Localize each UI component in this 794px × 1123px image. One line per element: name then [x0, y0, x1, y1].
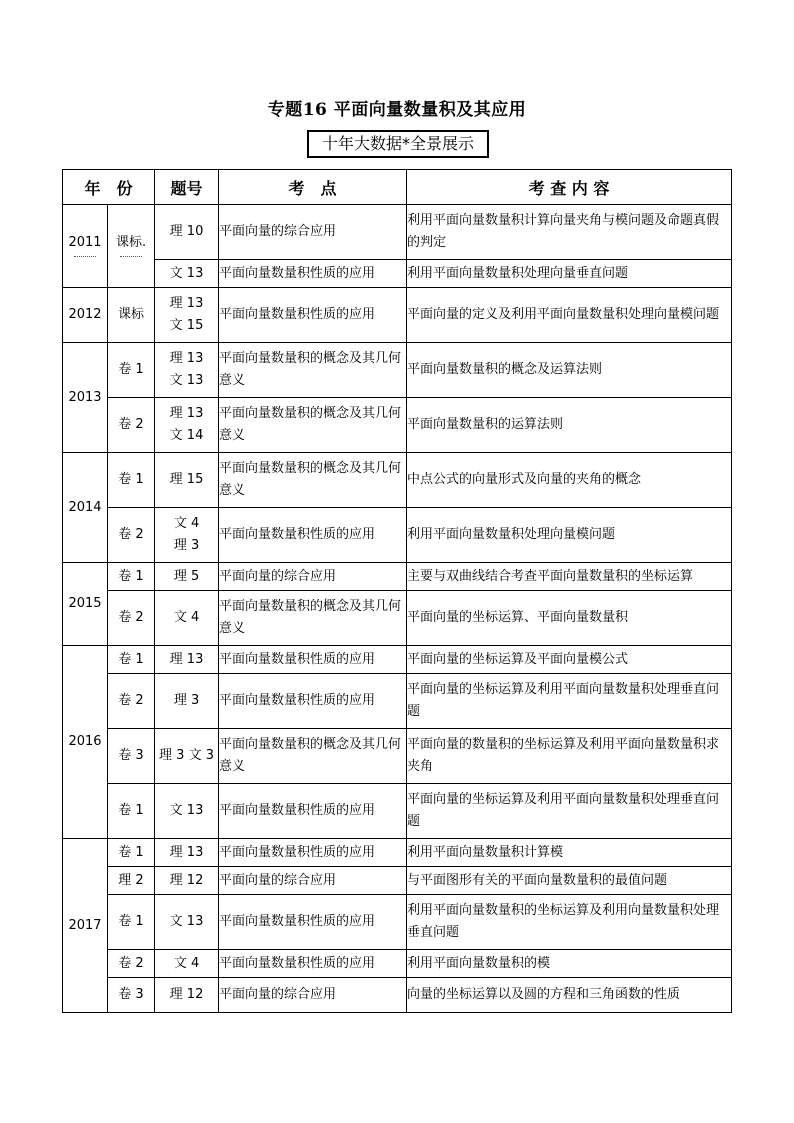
paper-cell: 卷 3	[108, 978, 155, 1013]
table-row	[63, 260, 732, 288]
topic-cell: 平面向量的综合应用	[219, 867, 407, 895]
content-cell: 平面向量的坐标运算及利用平面向量数量积处理垂直问题	[407, 674, 732, 729]
year-cell: 2012	[63, 288, 108, 343]
question-cell: 理 13 文 13	[155, 343, 219, 398]
table-row	[63, 867, 732, 895]
header-question: 题号	[155, 170, 219, 205]
topic-cell: 平面向量数量积的概念及其几何意义	[219, 729, 407, 784]
topic-cell: 平面向量数量积的概念及其几何意义	[219, 343, 407, 398]
question-cell: 文 13	[155, 784, 219, 839]
content-cell: 平面向量的定义及利用平面向量数量积处理向量模问题	[407, 288, 732, 343]
table-row	[63, 674, 732, 729]
question-cell: 理 13 文 15	[155, 288, 219, 343]
question-cell: 理 10	[155, 205, 219, 260]
topic-cell: 平面向量数量积性质的应用	[219, 260, 407, 288]
question-cell: 文 4	[155, 591, 219, 646]
question-cell: 理 15	[155, 453, 219, 508]
content-cell: 利用平面向量数量积的坐标运算及利用向量数量积处理垂直问题	[407, 895, 732, 950]
topic-cell: 平面向量数量积性质的应用	[219, 895, 407, 950]
paper-cell: 卷 1	[108, 895, 155, 950]
question-cell: 理 13	[155, 839, 219, 867]
year-cell: 2017	[63, 839, 108, 1013]
header-topic: 考 点	[219, 170, 407, 205]
question-cell: 理 3	[155, 674, 219, 729]
question-cell: 理 13	[155, 646, 219, 674]
year-cell: 2014	[63, 453, 108, 563]
topic-cell: 平面向量数量积性质的应用	[219, 674, 407, 729]
paper-cell: 卷 1	[108, 563, 155, 591]
table-header-row	[63, 170, 732, 205]
question-cell: 文 4 理 3	[155, 508, 219, 563]
page-title: 专题16 平面向量数量积及其应用	[267, 100, 527, 120]
table-row	[63, 591, 732, 646]
exam-topic-table	[62, 169, 732, 1013]
table-row	[63, 729, 732, 784]
content-cell: 与平面图形有关的平面向量数量积的最值问题	[407, 867, 732, 895]
content-cell: 平面向量的坐标运算、平面向量数量积	[407, 591, 732, 646]
paper-cell: 课标	[108, 288, 155, 343]
content-cell: 平面向量的坐标运算及平面向量模公式	[407, 646, 732, 674]
content-cell: 利用平面向量数量积计算向量夹角与模问题及命题真假的判定	[407, 205, 732, 260]
table-row	[63, 978, 732, 1013]
paper-cell: 卷 2	[108, 950, 155, 978]
topic-cell: 平面向量数量积性质的应用	[219, 784, 407, 839]
content-cell: 平面向量数量积的概念及运算法则	[407, 343, 732, 398]
topic-cell: 平面向量数量积性质的应用	[219, 508, 407, 563]
table-row	[63, 453, 732, 508]
topic-cell: 平面向量数量积性质的应用	[219, 288, 407, 343]
topic-cell: 平面向量数量积的概念及其几何意义	[219, 591, 407, 646]
content-cell: 平面向量数量积的运算法则	[407, 398, 732, 453]
table-row	[63, 205, 732, 260]
content-cell: 利用平面向量数量积的模	[407, 950, 732, 978]
table-row	[63, 343, 732, 398]
paper-cell: 卷 3	[108, 729, 155, 784]
content-cell: 平面向量的数量积的坐标运算及利用平面向量数量积求夹角	[407, 729, 732, 784]
table-row	[63, 646, 732, 674]
year-cell: 2013	[63, 343, 108, 453]
topic-cell: 平面向量数量积性质的应用	[219, 950, 407, 978]
table-row	[63, 895, 732, 950]
content-cell: 中点公式的向量形式及向量的夹角的概念	[407, 453, 732, 508]
paper-cell: 卷 2	[108, 674, 155, 729]
table-row	[63, 950, 732, 978]
question-cell: 理 3 文 3	[155, 729, 219, 784]
table-row	[63, 839, 732, 867]
content-cell: 利用平面向量数量积处理向量垂直问题	[407, 260, 732, 288]
question-cell: 文 4	[155, 950, 219, 978]
question-cell: 理 12	[155, 867, 219, 895]
year-cell: 2016	[63, 646, 108, 839]
paper-cell: 卷 1	[108, 784, 155, 839]
question-cell: 理 12	[155, 978, 219, 1013]
paper-cell: 卷 2	[108, 398, 155, 453]
header-content: 考 查 内 容	[407, 170, 732, 205]
topic-cell: 平面向量的综合应用	[219, 978, 407, 1013]
paper-cell: 卷 1	[108, 646, 155, 674]
table-row	[63, 398, 732, 453]
paper-cell: 课标.	[108, 205, 155, 288]
table-row	[63, 508, 732, 563]
paper-cell: 卷 1	[108, 343, 155, 398]
paper-cell: 卷 1	[108, 839, 155, 867]
table-row	[63, 288, 732, 343]
topic-cell: 平面向量的综合应用	[219, 205, 407, 260]
content-cell: 利用平面向量数量积处理向量模问题	[407, 508, 732, 563]
year-cell: 2015	[63, 563, 108, 646]
topic-cell: 平面向量数量积性质的应用	[219, 839, 407, 867]
question-cell: 理 5	[155, 563, 219, 591]
question-cell: 文 13	[155, 895, 219, 950]
content-cell: 平面向量的坐标运算及利用平面向量数量积处理垂直问题	[407, 784, 732, 839]
paper-cell: 卷 2	[108, 508, 155, 563]
paper-cell: 卷 2	[108, 591, 155, 646]
paper-cell: 卷 1	[108, 453, 155, 508]
content-cell: 利用平面向量数量积计算模	[407, 839, 732, 867]
content-cell: 向量的坐标运算以及圆的方程和三角函数的性质	[407, 978, 732, 1013]
topic-cell: 平面向量数量积的概念及其几何意义	[219, 398, 407, 453]
topic-cell: 平面向量的综合应用	[219, 563, 407, 591]
section-banner: 十年大数据*全景展示	[307, 130, 489, 158]
year-cell: 2011	[63, 205, 108, 288]
table-row	[63, 563, 732, 591]
content-cell: 主要与双曲线结合考查平面向量数量积的坐标运算	[407, 563, 732, 591]
header-year: 年 份	[63, 170, 155, 205]
topic-cell: 平面向量数量积性质的应用	[219, 646, 407, 674]
topic-cell: 平面向量数量积的概念及其几何意义	[219, 453, 407, 508]
paper-cell: 理 2	[108, 867, 155, 895]
table-row	[63, 784, 732, 839]
question-cell: 文 13	[155, 260, 219, 288]
question-cell: 理 13 文 14	[155, 398, 219, 453]
